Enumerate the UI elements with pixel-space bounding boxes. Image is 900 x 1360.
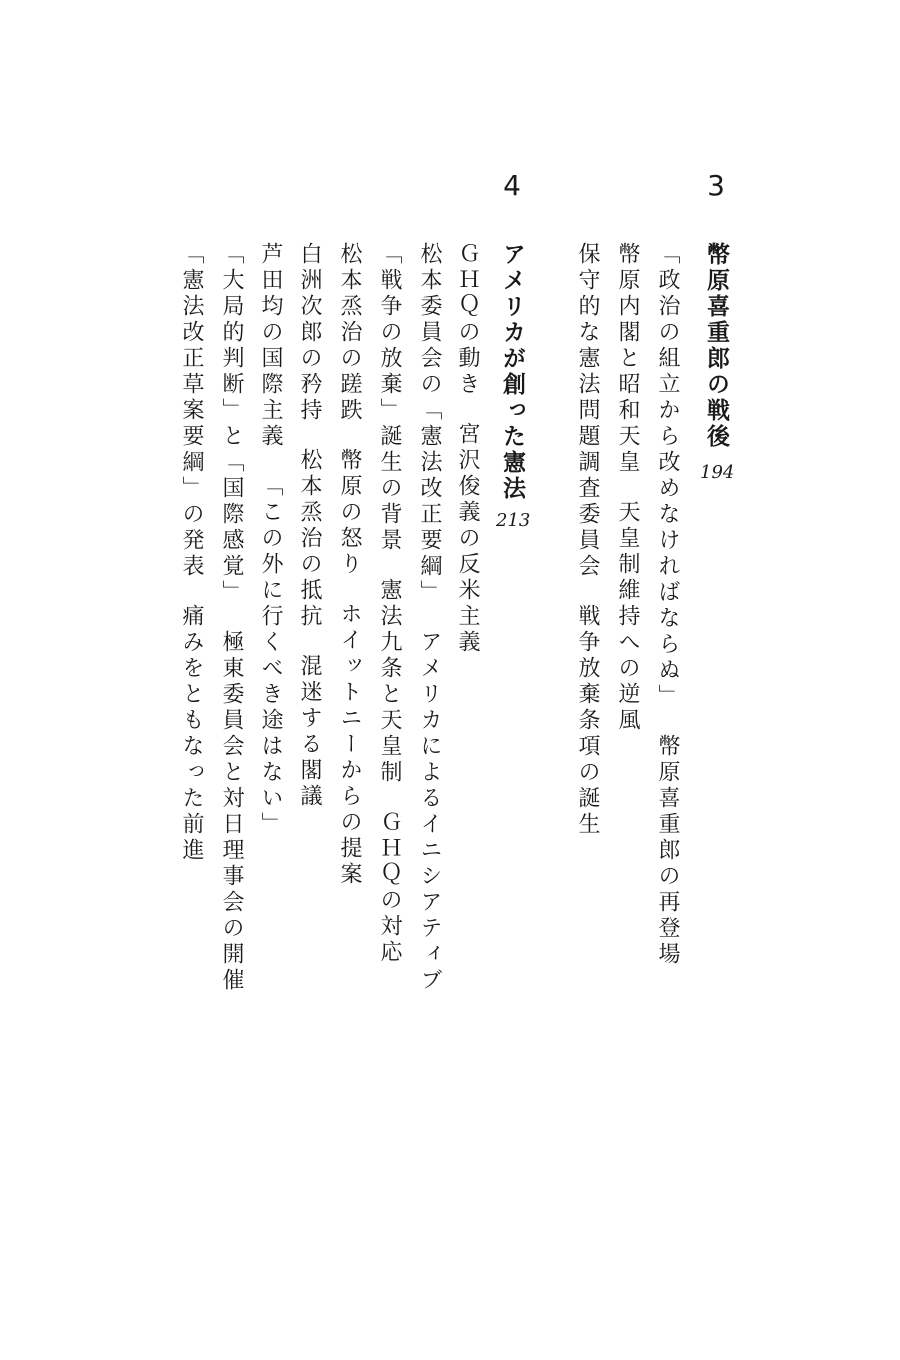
toc-entry: ＧＨＱの動き	[455, 242, 480, 398]
toc-entry: 保守的な憲法問題調査委員会	[575, 242, 600, 580]
toc-entry: 松本烝治の蹉跌	[337, 242, 362, 424]
toc-entry: 戦争放棄条項の誕生	[575, 604, 600, 839]
toc-line	[656, 242, 678, 968]
toc-entry: 芦田均の国際主義	[258, 242, 283, 450]
chapter-number: 4	[503, 169, 521, 202]
toc-line	[338, 242, 360, 888]
toc-line	[298, 242, 320, 810]
toc-entry: 幣原の怒り	[337, 448, 362, 579]
toc-entry: 幣原喜重郎の再登場	[655, 734, 680, 969]
toc-line	[616, 242, 638, 734]
toc-entry: 「戦争の放棄」誕生の背景	[377, 242, 402, 554]
chapter-title: 幣原喜重郎の戦後	[703, 242, 729, 450]
toc-entry: 「政治の組立から改めなければならぬ」	[655, 242, 680, 710]
toc-line	[259, 242, 281, 838]
toc-entry: 「憲法改正草案要綱」の発表	[179, 242, 204, 580]
toc-entry: 松本委員会の「憲法改正要綱」	[417, 242, 442, 606]
chapter-page-number: 194	[700, 462, 735, 483]
toc-line	[378, 242, 400, 966]
toc-entry: 痛みをともなった前進	[179, 604, 204, 865]
toc-entry: 幣原内閣と昭和天皇	[615, 242, 640, 476]
toc-entry: 「大局的判断」と「国際感覚」	[219, 242, 244, 606]
toc-entry: 白洲次郎の矜持	[297, 242, 322, 424]
toc-entry: アメリカによるイニシアティブ	[417, 630, 442, 995]
chapter-number: 3	[707, 169, 725, 202]
toc-entry: 極東委員会と対日理事会の開催	[219, 630, 244, 995]
toc-line	[456, 242, 478, 656]
toc-entry: 混迷する閣議	[297, 654, 322, 811]
toc-entry: 宮沢俊義の反米主義	[455, 422, 480, 657]
toc-line	[220, 242, 242, 994]
toc-entry: 天皇制維持への逆風	[615, 500, 640, 735]
toc-entry: 憲法九条と天皇制	[377, 578, 402, 787]
chapter-page-number: 213	[496, 510, 531, 531]
toc-entry: 「この外に行くべき途はない」	[258, 474, 283, 839]
chapter-title: アメリカが創った憲法	[499, 242, 525, 502]
toc-entry: ＧＨＱの対応	[377, 810, 402, 967]
toc-line	[418, 242, 440, 994]
toc-line	[180, 242, 202, 864]
toc-line	[576, 242, 598, 838]
toc-entry: ホイットニーからの提案	[337, 602, 362, 889]
toc-entry: 松本烝治の抵抗	[297, 448, 322, 631]
